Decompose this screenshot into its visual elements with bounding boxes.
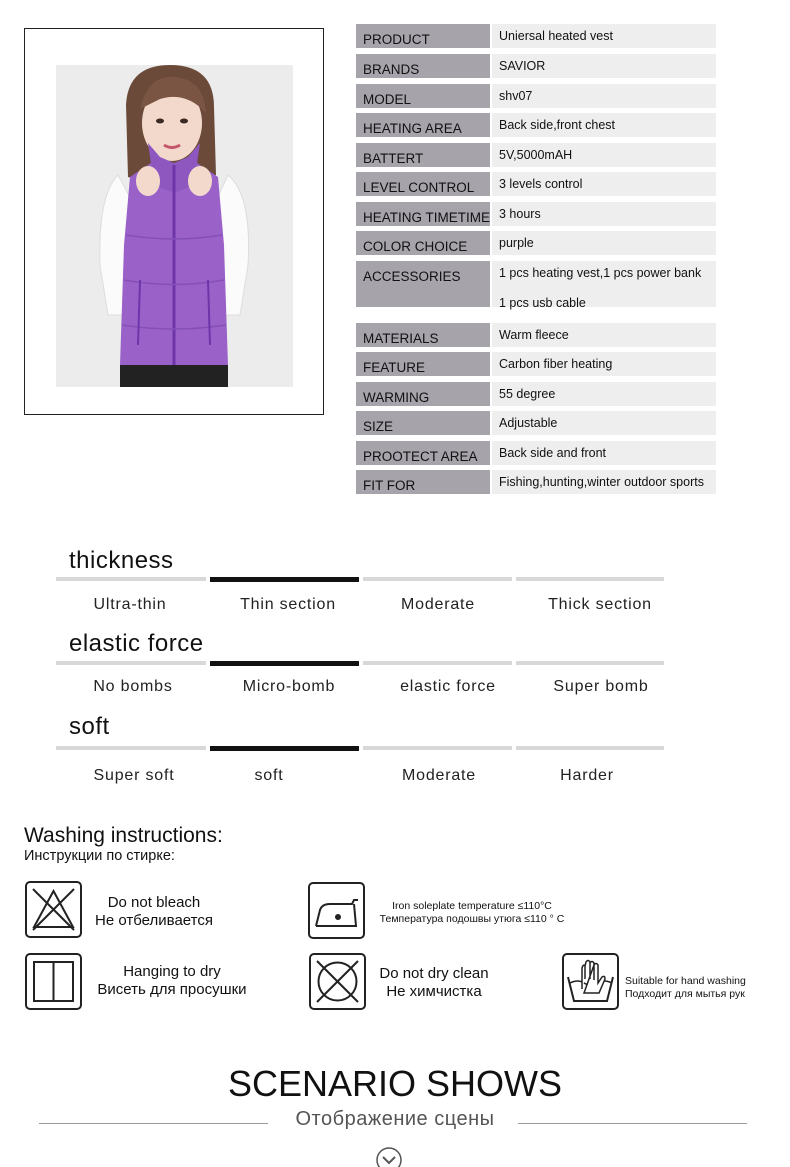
spec-key: FIT FOR <box>356 470 490 494</box>
scale-bar-selected <box>210 577 359 582</box>
hand-wash-en: Suitable for hand washing <box>625 975 746 987</box>
spec-value: 3 hours <box>492 202 716 226</box>
hang-dry-en: Hanging to dry <box>123 963 221 980</box>
scale-bar-selected <box>210 661 359 666</box>
hand-wash-text <box>625 975 785 1001</box>
washing-title: Washing instructions: <box>24 824 223 847</box>
spec-value: Uniersal heated vest <box>492 24 716 48</box>
scale-bar <box>516 661 664 665</box>
scale-bar <box>516 746 664 750</box>
scale-label: elastic force <box>400 678 496 695</box>
spec-key: MATERIALS <box>356 323 490 347</box>
scale-bar <box>363 661 512 665</box>
spec-value: Adjustable <box>492 411 716 435</box>
scale-bar <box>56 661 206 665</box>
spec-key: HEATING TIMETIME <box>356 202 490 226</box>
spec-row-feature <box>356 352 716 376</box>
scale-label: Thin section <box>240 596 336 613</box>
hang-dry-ru: Висеть для просушки <box>97 981 247 998</box>
scale-label: Moderate <box>402 767 476 784</box>
hang-dry-icon <box>25 953 82 1010</box>
no-dry-clean-text <box>372 965 496 1001</box>
spec-row-brands <box>356 54 716 78</box>
spec-value: Back side and front <box>492 441 716 465</box>
chevron-down-icon[interactable] <box>375 1146 403 1167</box>
hand-wash-icon <box>562 953 619 1010</box>
spec-row-warming <box>356 382 716 406</box>
spec-value-line-2: 1 pcs usb cable <box>499 296 586 310</box>
scale-label: Super bomb <box>553 678 649 695</box>
spec-key: WARMING <box>356 382 490 406</box>
divider-line-right <box>518 1123 747 1124</box>
spec-value: shv07 <box>492 84 716 108</box>
scale-label: Thick section <box>548 596 652 613</box>
spec-row-level-control <box>356 172 716 196</box>
scale-label: Ultra-thin <box>93 596 167 613</box>
scale-label: No bombs <box>93 678 173 695</box>
no-bleach-icon <box>25 881 82 938</box>
spec-value: Back side,front chest <box>492 113 716 137</box>
no-bleach-ru: Не отбеливается <box>95 912 213 929</box>
spec-row-battery <box>356 143 716 167</box>
no-bleach-text <box>86 894 222 930</box>
spec-value <box>492 261 716 310</box>
spec-key: HEATING AREA <box>356 113 490 137</box>
spec-key: FEATURE <box>356 352 490 376</box>
scale-label: Super soft <box>93 767 175 784</box>
spec-value: purple <box>492 231 716 255</box>
spec-value: Carbon fiber heating <box>492 352 716 376</box>
no-dry-clean-icon <box>309 953 366 1010</box>
scale-label: Harder <box>560 767 614 784</box>
scale-title-elastic-force: elastic force <box>69 630 204 657</box>
scale-label: soft <box>254 767 284 784</box>
spec-row-protect-area <box>356 441 716 465</box>
scenario-title: SCENARIO SHOWS <box>227 1063 563 1104</box>
no-bleach-en: Do not bleach <box>107 894 201 911</box>
scale-bar <box>363 577 512 581</box>
scenario-subtitle: Отображение сцены <box>295 1108 495 1130</box>
iron-icon <box>308 882 365 939</box>
iron-en: Iron soleplate temperature ≤110°C <box>392 900 552 912</box>
hand-wash-ru: Подходит для мытья рук <box>625 988 745 1000</box>
hang-dry-text <box>86 963 258 999</box>
spec-row-heating-area <box>356 113 716 137</box>
iron-text <box>372 900 572 926</box>
scale-bar <box>516 577 664 581</box>
scale-label: Micro-bomb <box>242 678 336 695</box>
scale-bar <box>363 746 512 750</box>
spec-row-color-choice <box>356 231 716 255</box>
woman-in-heated-vest-illustration <box>56 65 293 387</box>
spec-key: ACCESSORIES <box>356 261 490 307</box>
no-dry-clean-ru: Не химчистка <box>386 983 482 1000</box>
spec-key: LEVEL CONTROL <box>356 172 490 196</box>
spec-row-materials <box>356 323 716 347</box>
washing-subtitle: Инструкции по стирке: <box>24 848 175 864</box>
spec-row-product <box>356 24 716 48</box>
spec-key: MODEL <box>356 84 490 108</box>
spec-key: PRODUCT <box>356 24 490 48</box>
spec-value: 55 degree <box>492 382 716 406</box>
scale-title-thickness: thickness <box>69 547 174 574</box>
spec-value: SAVIOR <box>492 54 716 78</box>
spec-key: BRANDS <box>356 54 490 78</box>
product-photo <box>56 65 293 387</box>
spec-row-accessories <box>356 261 716 310</box>
spec-key: PROOTECT AREA <box>356 441 490 465</box>
spec-row-heating-time <box>356 202 716 226</box>
spec-row-model <box>356 84 716 108</box>
spec-row-fit-for <box>356 470 716 494</box>
scale-label: Moderate <box>401 596 475 613</box>
spec-row-size <box>356 411 716 435</box>
scale-bar <box>56 746 206 750</box>
iron-ru: Температура подошвы утюга ≤110 ° C <box>379 913 565 925</box>
product-photo-frame <box>24 28 324 415</box>
spec-value: Warm fleece <box>492 323 716 347</box>
scale-bar-selected <box>210 746 359 751</box>
scale-title-soft: soft <box>69 713 110 740</box>
spec-value: 3 levels control <box>492 172 716 196</box>
scale-bar <box>56 577 206 581</box>
no-dry-clean-en: Do not dry clean <box>379 965 489 982</box>
spec-key: BATTERT <box>356 143 490 167</box>
spec-value: 5V,5000mAH <box>492 143 716 167</box>
spec-value-line-1: 1 pcs heating vest,1 pcs power bank <box>499 266 702 280</box>
spec-key: SIZE <box>356 411 490 435</box>
spec-value: Fishing,hunting,winter outdoor sports <box>492 470 716 494</box>
spec-key: COLOR CHOICE <box>356 231 490 255</box>
